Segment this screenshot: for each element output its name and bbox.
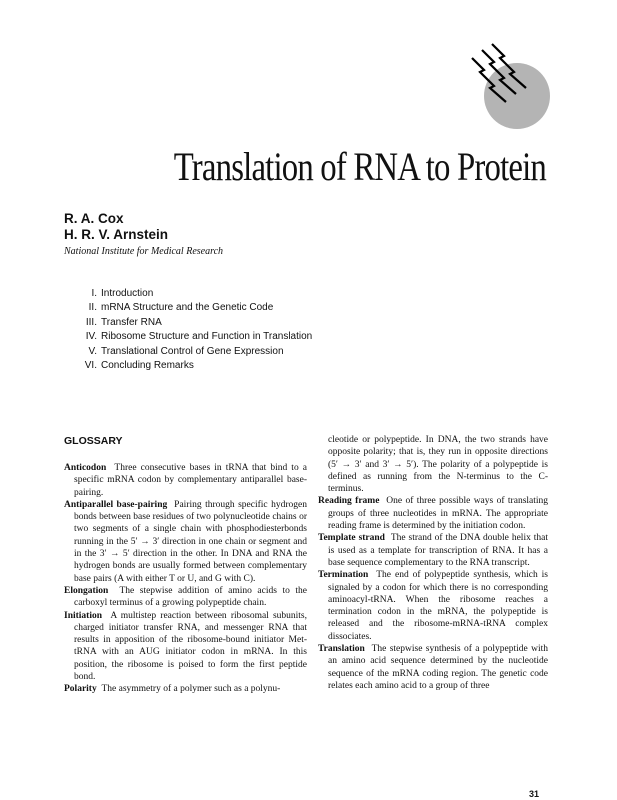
affiliation: National Institute for Medical Research	[64, 246, 224, 257]
glossary-entry: Template strand The strand of the DNA double helix that is used as a template for transcription of RNA. It has a base sequence complementary to the RNA transcript.	[318, 533, 549, 568]
glossary-entry: Translation The stepwise synthesis of a polypeptide with an amino acid sequence determined by the nucleotide sequence of the mRNA coding region. The genetic code relates each amino acid to a group of three	[318, 644, 548, 691]
glossary-entry: Polarity The asymmetry of a polymer such as a polynu-	[64, 684, 281, 695]
glossary-entry: Reading frame One of three possible ways of translating groups of three nucleotides in mRNA. The appropriate reading frame is determined by the initiation codon.	[318, 496, 549, 532]
chapter-logo-lightning-icon	[462, 40, 552, 130]
toc-item[interactable]: IV. Ribosome Structure and Function in Translation	[85, 331, 313, 343]
glossary-entry-continuation: cleotide or polypeptide. In DNA, the two strands have opposite polarity; that is, they run in opposite directions (5′ → 3′ and 3′ → 5′). The polarity of a polypeptide is defined as running from the N-terminus to the C-terminus.	[328, 435, 548, 495]
glossary-entry: Elongation The stepwise addition of amino acids to the carboxyl terminus of a growing polypeptide chain.	[64, 585, 307, 609]
glossary-entry: Termination The end of polypeptide synthesis, which is signaled by a codon for which there is no corresponding aminoacyl-tRNA. When the ribosome reaches a termination codon in the mRNA, the polypeptide is released and the ribosome-mRNA-tRNA complex dissociates.	[318, 570, 549, 642]
toc-item[interactable]: V. Translational Control of Gene Expression	[88, 345, 284, 357]
glossary-entry: Antiparallel base-pairing Pairing through specific hydrogen bonds between base residues of two polynucleotide chains or two segments of a single chain with phosphodiesterbonds running in the 5′ → 3′ direction in one chain or segment and in the 3′ → 5′ direction in the other. In DNA and RNA the hydrogen bonds are usually formed between complementary base pairs (A with either T or U, and G with C).	[64, 499, 307, 584]
page-number: 31	[529, 789, 540, 799]
toc-item[interactable]: VI. Concluding Remarks	[84, 359, 194, 371]
author-1: R. A. Cox	[64, 211, 124, 226]
glossary-entry: Initiation A multistep reaction between ribosomal subunits, charged initiator transfer RNA, and messenger RNA that results in apposition of the ribosome-bound initiator Met-tRNA with an AUG initiator codon in mRNA. In this position, the ribosome is poised to form the first peptide bond.	[64, 610, 308, 683]
glossary-column-right	[318, 434, 548, 692]
chapter-title: Translation of RNA to Protein	[173, 144, 546, 189]
glossary-column-left	[64, 462, 307, 696]
glossary-heading: GLOSSARY	[64, 435, 123, 447]
toc-item[interactable]: II. mRNA Structure and the Genetic Code	[88, 302, 274, 314]
toc-item[interactable]: III. Transfer RNA	[85, 316, 162, 328]
toc-item[interactable]: I. Introduction	[91, 288, 154, 299]
author-2: H. R. V. Arnstein	[64, 227, 169, 242]
glossary-entry: Anticodon Three consecutive bases in tRNA that bind to a specific mRNA codon by complementary antiparallel base-pairing.	[64, 463, 308, 498]
table-of-contents	[64, 287, 312, 373]
